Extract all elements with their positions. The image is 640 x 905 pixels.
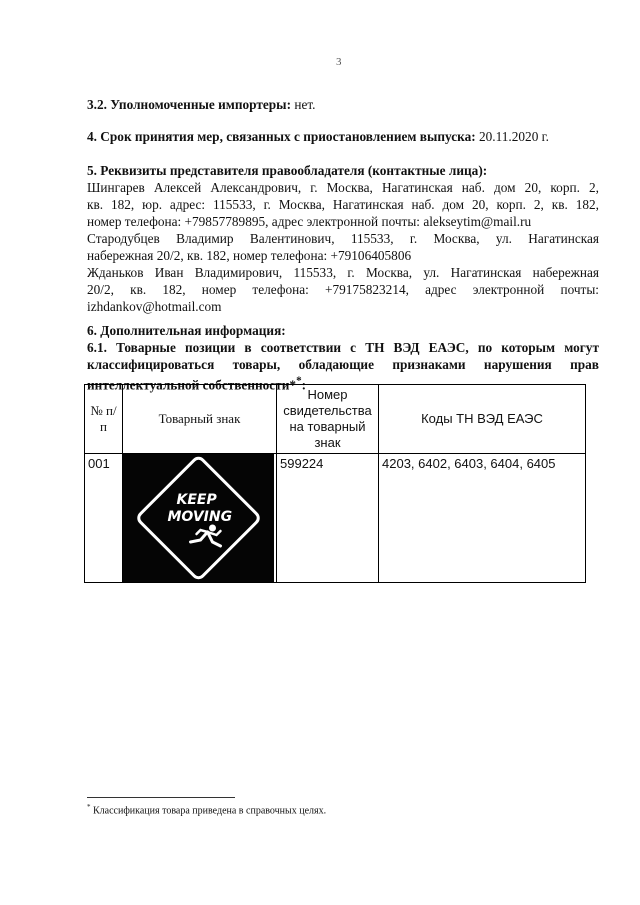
svg-text:MOVING: MOVING [167, 509, 233, 525]
authorized-importers-value: нет. [291, 97, 316, 112]
header-no: № п/п [85, 385, 123, 454]
keep-moving-logo [123, 454, 274, 582]
additional-info-heading: 6. Дополнительная информация: [87, 323, 286, 338]
footnote-ref: * [296, 375, 302, 387]
table-header-row [85, 385, 586, 454]
contact-line: номер телефона: +79857789895, адрес электронной почты: alekseytim@mail.ru [87, 214, 532, 229]
contact-line: izhdankov@hotmail.com [87, 299, 222, 314]
keep-moving-logo-image [123, 454, 274, 582]
header-certificate: Номер свидетельства на товарный знак [277, 385, 379, 454]
goods-positions-heading-line: классифицироваться товары, обладающие признаками нарушения прав [87, 357, 599, 372]
measures-term-value: 20.11.2020 г. [475, 129, 549, 144]
header-codes: Коды ТН ВЭД ЕАЭС [379, 385, 586, 454]
contact-line: Стародубцев Владимир Валентинович, 115533, г. Москва, ул. Нагатинская [87, 231, 599, 246]
section-authorized-importers [87, 96, 599, 113]
contact-line: кв. 182, юр. адрес: 115533, г. Москва, Нагатинская наб. дом 20, корп. 2, кв. 182, [87, 197, 599, 212]
goods-positions-heading-text: интеллектуальной собственности* [87, 377, 297, 393]
section-rightholder-contacts [87, 162, 599, 315]
header-trademark: Товарный знак [123, 385, 277, 454]
svg-text:KEEP: KEEP [176, 492, 217, 508]
section-additional-info [87, 322, 599, 393]
footnote [87, 803, 326, 816]
contact-line: Жданьков Иван Владимирович, 115533, г. Москва, ул. Нагатинская набережная [87, 265, 599, 280]
goods-positions-heading-colon: : [301, 377, 307, 393]
section-measures-term [87, 128, 599, 145]
row-certificate: 599224 [277, 454, 379, 583]
row-trademark [123, 454, 277, 583]
row-no: 001 [85, 454, 123, 583]
goods-positions-heading-line: 6.1. Товарные позиции в соответствии с ТН ВЭД ЕАЭС, по которым могут [87, 340, 599, 355]
footnote-divider [87, 797, 235, 798]
measures-term-heading: 4. Срок принятия мер, связанных с приостановлением выпуска: [87, 129, 476, 144]
footnote-text: Классификация товара приведена в справочных целях. [90, 805, 327, 817]
authorized-importers-heading: 3.2. Уполномоченные импортеры: [87, 97, 291, 112]
footnote-mark: * [87, 803, 91, 811]
contact-line: набережная 20/2, кв. 182, номер телефона: +79106405806 [87, 248, 412, 263]
page-number: 3 [336, 56, 342, 68]
contact-line: Шингарев Алексей Александрович, г. Москва, Нагатинская наб. дом 20, корп. 2, [87, 180, 599, 195]
goods-table [84, 384, 586, 583]
contact-line: 20/2, кв. 182, номер телефона: +79175823214, адрес электронной почты: [87, 282, 599, 297]
table-row [85, 454, 586, 583]
contacts-heading: 5. Реквизиты представителя правообладателя (контактные лица): [87, 163, 488, 178]
row-codes: 4203, 6402, 6403, 6404, 6405 [379, 454, 586, 583]
runner-icon [191, 525, 221, 547]
